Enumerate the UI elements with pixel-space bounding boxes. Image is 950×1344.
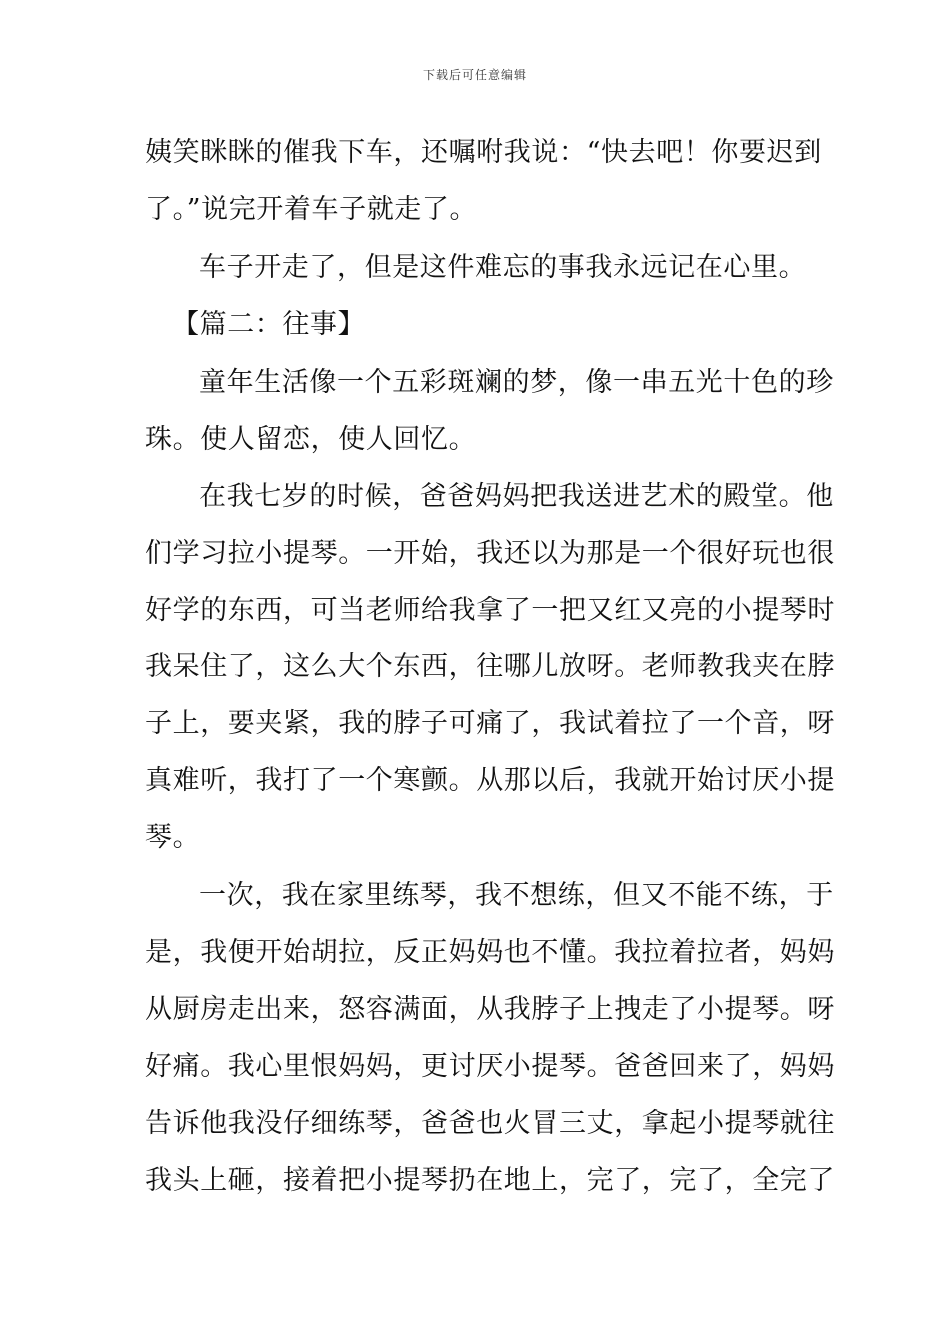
- text-line: 珠。使人留恋，使人回忆。: [145, 424, 477, 455]
- text-line: 真难听，我打了一个寒颤。从那以后，我就开始讨厌小提: [145, 765, 835, 796]
- text-line: 告诉他我没仔细练琴，爸爸也火冒三丈，拿起小提琴就往: [145, 1108, 835, 1139]
- text-line: 琴。: [145, 822, 201, 853]
- text-line: 们学习拉小提琴。一开始，我还以为那是一个很好玩也很: [145, 538, 835, 569]
- text-line: 一次，我在家里练琴，我不想练，但又不能不练，于: [199, 880, 834, 911]
- text-line: 我呆住了，这么大个东西，往哪儿放呀。老师教我夹在脖: [145, 651, 835, 682]
- text-line: 我头上砸，接着把小提琴扔在地上，完了，完了，全完了: [145, 1165, 835, 1196]
- text-line: 是，我便开始胡拉，反正妈妈也不懂。我拉着拉者，妈妈: [145, 937, 835, 968]
- text-line: 姨笑眯眯的催我下车，还嘱咐我说：“快去吧！你要迟到: [145, 137, 822, 168]
- text-line: 了。”说完开着车子就走了。: [145, 194, 478, 225]
- text-line: 在我七岁的时候，爸爸妈妈把我送进艺术的殿堂。他: [199, 481, 834, 512]
- page-header: 下载后可任意编辑: [422, 68, 527, 82]
- text-line: 车子开走了，但是这件难忘的事我永远记在心里。: [199, 252, 807, 283]
- section-heading: 【篇二：往事】: [172, 309, 366, 340]
- text-line: 好学的东西，可当老师给我拿了一把又红又亮的小提琴时: [145, 595, 835, 626]
- text-line: 从厨房走出来，怒容满面，从我脖子上拽走了小提琴。呀: [145, 994, 835, 1025]
- text-line: 子上，要夹紧，我的脖子可痛了，我试着拉了一个音，呀: [145, 708, 835, 739]
- text-line: 童年生活像一个五彩斑斓的梦，像一串五光十色的珍: [199, 367, 834, 398]
- text-line: 好痛。我心里恨妈妈，更讨厌小提琴。爸爸回来了，妈妈: [145, 1051, 835, 1082]
